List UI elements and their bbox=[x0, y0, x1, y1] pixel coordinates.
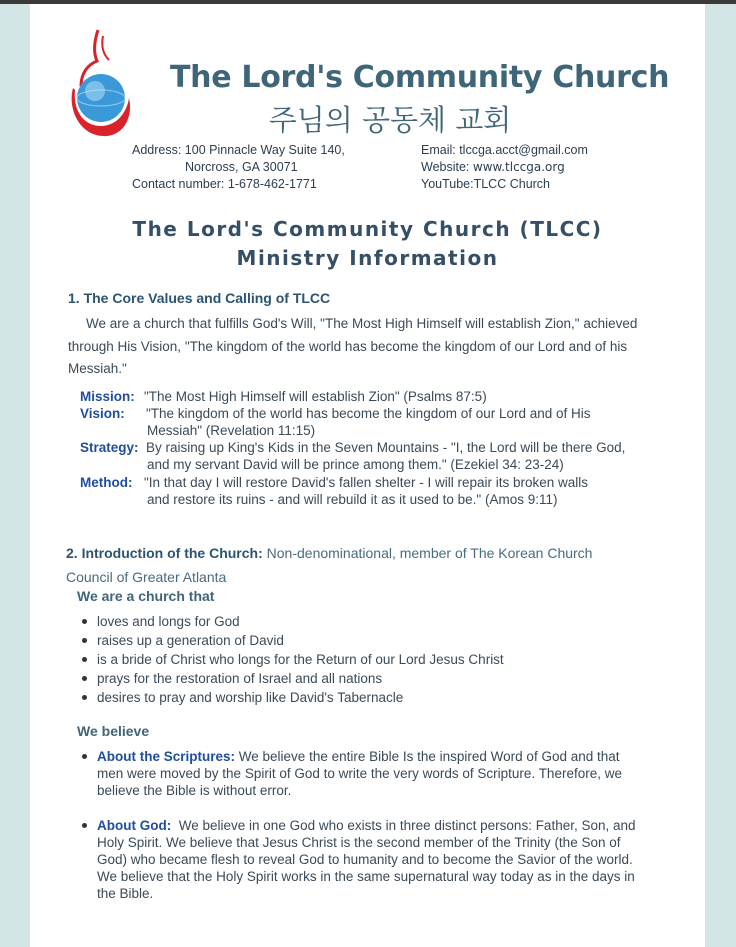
mission-label: Mission: bbox=[80, 389, 135, 404]
method-text-line-2: and restore its ruins - and will rebuild it as it used to be." (Amos 9:11) bbox=[147, 492, 558, 507]
belief-text-line: believe the Bible is without error. bbox=[97, 783, 292, 798]
list-item: prays for the restoration of Israel and all nations bbox=[80, 669, 504, 688]
we-believe-heading: We believe bbox=[77, 723, 150, 739]
mission-text: "The Most High Himself will establish Zion" (Psalms 87:5) bbox=[144, 389, 487, 404]
church-logo-icon bbox=[63, 28, 133, 143]
website-link[interactable]: www.tlccga.org bbox=[472, 160, 565, 174]
paragraph-line: through His Vision, "The kingdom of the world has become the kingdom of our Lord and of his bbox=[68, 338, 628, 354]
belief-text-line: God) who became flesh to reveal God to humanity and to become the Savior of the world. bbox=[97, 852, 633, 867]
belief-scriptures-label: About the Scriptures: bbox=[97, 749, 236, 764]
belief-scriptures bbox=[80, 748, 677, 799]
address-line-2: Norcross, GA 30071 bbox=[185, 160, 298, 174]
belief-text-line: men were moved by the Spirit of God to write the very words of Scripture. Therefore, we bbox=[97, 766, 622, 781]
belief-god bbox=[80, 817, 677, 902]
document-subtitle: Ministry Information bbox=[236, 246, 499, 270]
list-item: raises up a generation of David bbox=[80, 631, 504, 650]
method-label: Method: bbox=[80, 475, 133, 490]
list-item: is a bride of Christ who longs for the Return of our Lord Jesus Christ bbox=[80, 650, 504, 669]
strategy-label: Strategy: bbox=[80, 440, 139, 455]
list-item: loves and longs for God bbox=[80, 612, 504, 631]
belief-god-label: About God: bbox=[97, 818, 172, 833]
contact-number: Contact number: 1-678-462-1771 bbox=[132, 177, 317, 191]
church-that-heading: We are a church that bbox=[77, 588, 215, 604]
website bbox=[421, 159, 588, 176]
strategy-text-line-1: By raising up King's Kids in the Seven Mountains - "I, the Lord will be there God, bbox=[146, 440, 626, 455]
belief-text-line: We believe that the Holy Spirit works in the same supernatural way today as in the days in bbox=[97, 869, 635, 884]
paragraph-line: Messiah." bbox=[68, 361, 127, 376]
belief-text-line: the Bible. bbox=[97, 886, 154, 901]
belief-text-line: We believe the entire Bible Is the inspired Word of God and that bbox=[238, 749, 620, 764]
paragraph-line: We are a church that fulfills God's Will, "The Most High Himself will establish Zion," achieved bbox=[86, 316, 638, 331]
vision-text-line-1: "The kingdom of the world has become the kingdom of our Lord and of His bbox=[146, 406, 591, 421]
email[interactable]: Email: tlccga.acct@gmail.com bbox=[421, 143, 588, 157]
section-2-heading: 2. Introduction of the Church: bbox=[66, 545, 263, 561]
vision-text-line-2: Messiah" (Revelation 11:15) bbox=[147, 423, 316, 438]
online-contact-block bbox=[421, 142, 588, 193]
belief-text-line: Holy Spirit. We believe that Jesus Christ is the second member of the Trinity (the Son of bbox=[97, 835, 621, 850]
belief-text-line: We believe in one God who exists in three distinct persons: Father, Son, and bbox=[178, 818, 636, 833]
address-block bbox=[132, 142, 345, 193]
vision-label: Vision: bbox=[80, 406, 125, 421]
address-line-1: Address: 100 Pinnacle Way Suite 140, bbox=[132, 143, 345, 157]
section-2-text-line-1: Non-denominational, member of The Korean Church bbox=[266, 545, 593, 561]
section-2-text-line-2: Council of Greater Atlanta bbox=[66, 569, 227, 585]
church-name-korean: 주님의 공동체 교회 bbox=[268, 103, 512, 137]
list-item: desires to pray and worship like David's Tabernacle bbox=[80, 688, 504, 707]
method-text-line-1: "In that day I will restore David's fallen shelter - I will repair its broken walls bbox=[144, 475, 589, 490]
church-name-english: The Lord's Community Church bbox=[170, 60, 670, 95]
section-2-intro bbox=[66, 541, 666, 589]
church-that-list bbox=[80, 612, 504, 707]
youtube-channel[interactable]: YouTube:TLCC Church bbox=[421, 177, 551, 191]
strategy-text-line-2: and my servant David will be prince among them." (Ezekiel 34: 23-24) bbox=[147, 457, 564, 472]
section-1-paragraph bbox=[68, 313, 668, 381]
section-1-heading: 1. The Core Values and Calling of TLCC bbox=[68, 290, 331, 306]
document-title: The Lord's Community Church (TLCC) bbox=[132, 217, 603, 241]
website-label: Website: bbox=[421, 160, 473, 174]
document-page bbox=[30, 4, 705, 947]
